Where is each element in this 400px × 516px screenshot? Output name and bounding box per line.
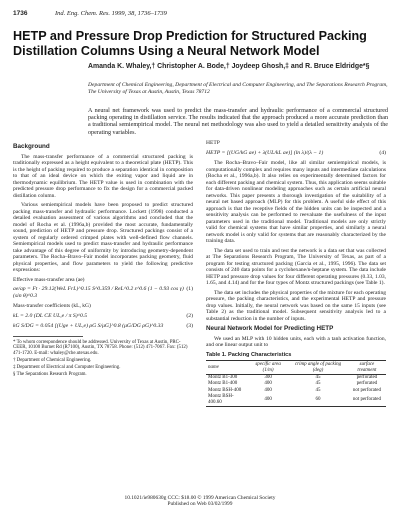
paragraph: Various semiempirical models have been proposed to predict structured packing mass-transfer and hydraulic performance. Lockett (1998) conducted a detailed evaluation assessment of various algorithms and concluded that the model of Rocha et al. (1996a,b) provided the most accurate, fundamentally sound, prediction of HETP and pressure drop. Structured packings consist of a system of regularly ordered crimped plates with well-defined flow channels. Semiempirical models used to predict mass-transfer and hydraulic performance take advantage of this degree of uniformity by introducing geometry-dependent parameters. The Rocha–Bravo–Fair model incorporates packing geometry, fluid physical properties, and flow parameters to yield the following predictive expressions: — [13, 202, 193, 273]
running-header — [13, 10, 387, 20]
equation-body: kG S/DG = 0.054 [(Uge + UL,e) ρG S/μG]^0.8 (μG/DG ρG)^0.33 — [13, 323, 164, 329]
journal-citation: Ind. Eng. Chem. Res. 1999, 38, 1736–1739 — [55, 10, 167, 17]
table-cell: not perforated — [352, 387, 382, 393]
footnote: † Department of Chemical Engineering. — [13, 358, 92, 364]
section-heading-background: Background — [13, 143, 50, 150]
equation-number: (4) — [379, 149, 386, 156]
paragraph: The Rocha–Bravo–Fair model, like all similar semiempirical models, is computationally complex and requires many inputs and intermediate calculations (Rocha et al., 1996a,b). It also relies on experimentally determined factors for each different packing and chemical system. Thus, this application seems suitable for data-driven nonlinear modeling approaches such as certain artificial neural networks. This paper presents a thorough investigation of the suitability of a neural net based approach (MLP) for this problem. A useful side effect of this approach is that the receptive fields of the hidden units can be inspected and a sensitivity analysis can be performed to reevaluate the usefulness of the input parameters used in the traditional model. Traditional models are only strictly valid for chemical systems that have similar properties, and similarly a neural network model is only valid for systems that are reasonably characterized by the training data. — [206, 160, 386, 244]
equation-body: ae/ap = Ft · 29.12(WeL FrL)^0.15 S^0.359 / ReL^0.2 ε^0.6 (1 − 0.93 cos γ)(sin θ)^0.3 — [13, 286, 184, 299]
table-cell: 60 — [288, 394, 348, 407]
table-cell: perforated — [356, 375, 378, 381]
doi-line: 10.1021/ie980630g CCC: $18.00 © 1999 American Chemical Society — [124, 495, 276, 501]
table-cell: 400 — [264, 381, 272, 387]
equation-label: HETP — [206, 140, 220, 146]
paragraph: We used an MLP with 10 hidden units, each with a tanh activation function, and one linear output unit to — [206, 335, 386, 348]
paragraph: The data set includes the physical properties of the mixture for each operating pressure, the packing characteristics, and the experimental HETP and pressure drop values. Initially, the neural network was based on the same 15 inputs (see Table 2) as the traditional model. Subsequent sensitivity analysis led to a substantial reduction in the number of inputs. — [206, 289, 386, 322]
table-cell: 45 — [315, 387, 321, 393]
equation-body: HETP = [(UG/kG ae) + λ(UL/kL ae)] (ln λ)/(λ − 1) — [206, 149, 324, 156]
table-header-cell: surface treatment — [348, 361, 386, 375]
equation-2 — [13, 313, 193, 320]
equation-4 — [206, 150, 386, 157]
table-cell: 45 — [315, 375, 321, 381]
table-cell: Montz B1-400 — [208, 381, 238, 387]
page-number: 1736 — [13, 10, 28, 17]
right-column — [206, 140, 386, 407]
table-header-cell: crimp angle of packing (deg) — [288, 361, 348, 375]
equation-3 — [13, 323, 193, 330]
paragraph: The data set used to train and test the network is a data set that was collected at The Separations Research Program, The University of Texas, as part of a program for testing structured packing (Garcia et al., 1995, 1996). The data set consists of 240 data points for a cyclohexane/n-heptane system. The data include HETP and pressure drop values for four different operating pressures (0.33, 1.03, 1.65, and 4.14) and for the four types of Montz structured packings (see Table 1). — [206, 247, 386, 286]
footnote: * To whom correspondence should be addressed. University of Texas at Austin, PRC-CEER, 10100 Burnet Rd (R7100), Austin, TX 78758. Phone: (512) 471-7067. Fax: (512) 471-1720. E-mail: whaley@che.utexas.edu. — [13, 339, 188, 357]
table-row — [206, 394, 386, 407]
equation-1 — [13, 286, 193, 299]
table-cell: Montz B1-300 — [208, 375, 238, 381]
table-cell: Montz BSH-400.60 — [206, 394, 248, 407]
left-column — [13, 140, 193, 379]
footnote-divider — [13, 336, 83, 337]
table-cell: Montz BSH-400 — [208, 387, 242, 393]
packing-table — [206, 360, 386, 407]
equation-label: Mass-transfer coefficients (kL, kG) — [13, 303, 91, 309]
table-cell: perforated — [356, 381, 378, 387]
article-title: HETP and Pressure Drop Prediction for Structured Packing Distillation Columns Using a Neural Network Model — [13, 29, 367, 58]
table-header-cell: specific area (1/m) — [248, 361, 288, 375]
affiliation: Department of Chemical Engineering, Department of Electrical and Computer Engineering, and The Separations Research Program, The University of Texas at Austin, Austin, Texas 78712 — [88, 82, 388, 95]
table-cell: 300 — [264, 375, 272, 381]
equation-label: Effective mass-transfer area (ae) — [13, 276, 85, 283]
equation-number: (3) — [186, 323, 193, 329]
equation-body: kL = 2.0 (DL CE UL,e / π S)^0.5 — [13, 312, 88, 319]
table-caption: Table 1. Packing Characteristics — [206, 351, 292, 358]
table-row — [206, 375, 386, 382]
abstract: A neural net framework was used to predict the mass-transfer and hydraulic performance of a commercial structured packing operating in distillation service. The results indicated that the approach produced a more accurate prediction than a traditional semiempirical model. The neural net methodology was also used to yield a detailed sensitivity analysis of the operating variables. — [88, 108, 388, 136]
footnote: § The Separations Research Program. — [13, 372, 87, 378]
table-cell: 45 — [315, 381, 321, 387]
equation-number: (1) — [186, 286, 193, 292]
publication-date: Published on Web 03/02/1999 — [167, 501, 233, 508]
page-footer — [0, 495, 400, 508]
table-cell: not perforated — [348, 394, 386, 407]
table-header-cell: name — [206, 361, 248, 375]
table-cell: 400 — [248, 394, 288, 407]
author-list: Amanda K. Whaley,† Christopher A. Bode,† Joydeep Ghosh,‡ and R. Bruce Eldridge*§ — [88, 63, 370, 70]
section-heading-neural-network: Neural Network Model for Predicting HETP — [206, 325, 334, 332]
paragraph: The mass-transfer performance of a commercial structured packing is traditionally expressed as a height equivalent to a theoretical plate (HETP). This is the height of packing required to produce a separation identical in composition to that of an ideal device on which the exiting vapor and liquid are in thermodynamic equilibrium. The HETP value is used in combination with the predicted pressure drop performance to fix the design for a commercial packed distillation column. — [13, 153, 193, 199]
footnote: ‡ Department of Electrical and Computer Engineering. — [13, 365, 121, 371]
equation-number: (2) — [186, 312, 193, 319]
table-cell: 400 — [264, 387, 272, 393]
